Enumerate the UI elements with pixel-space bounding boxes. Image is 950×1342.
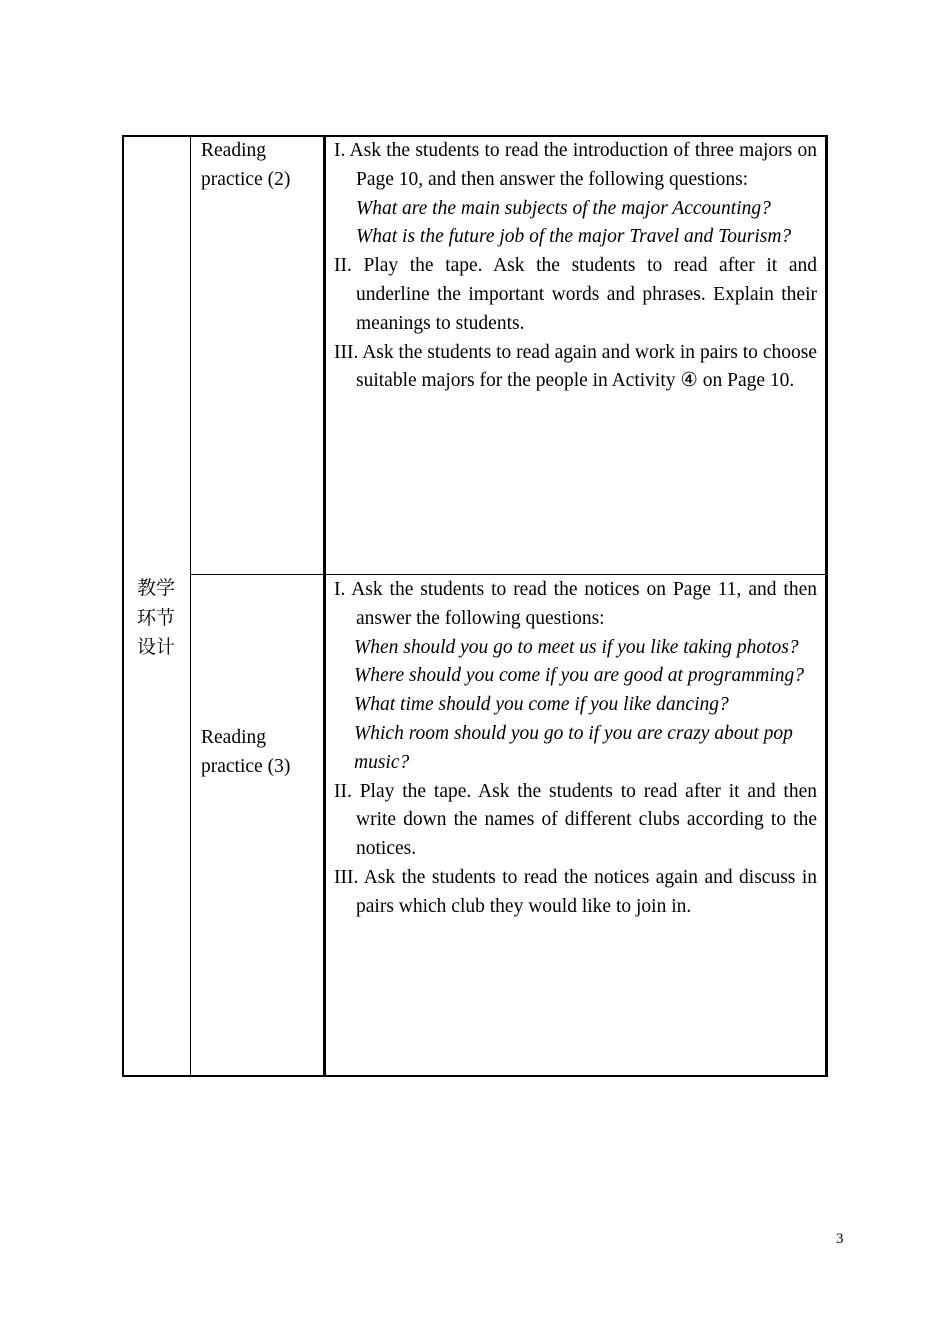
row-2-question-4: Which room should you go to if you are crazy about pop music? [354,722,793,773]
row-divider [190,574,828,575]
row-2-step-3: III. Ask the students to read the notices again and discuss in pairs which club they would like to join in. [334,866,817,917]
table-border-left [122,135,124,1077]
row-2-content [334,576,817,922]
row-1-step-2: II. Play the tape. Ask the students to read after it and underline the important words and phrases. Explain their meanings to students. [334,255,817,334]
row-2-question-3: What time should you come if you like dancing? [354,694,729,716]
column-divider-1 [190,135,191,1077]
row-1-label: Reading practice (2) [201,140,291,190]
row-1-question-2: What is the future job of the major Travel and Tourism? [356,226,792,248]
row-2-step-1: I. Ask the students to read the notices on Page 11, and then answer the following questions: [334,579,817,629]
table-border-bottom [122,1075,828,1077]
row-1-step-1: I. Ask the students to read the introduction of three majors on Page 10, and then answer the following questions: [334,140,817,190]
section-label: 教学环节设计 [137,578,176,658]
row-2-question-1: When should you go to meet us if you like taking photos? [354,636,799,658]
row-2-step-2: II. Play the tape. Ask the students to read after it and then write down the names of different clubs according to the notices. [334,780,817,860]
column-divider-2 [323,135,326,1077]
row-1-step-3: III. Ask the students to read again and work in pairs to choose suitable majors for the people in Activity ④ on Page 10. [334,341,817,392]
row-2-label: Reading practice (3) [201,727,291,777]
row-1-content [334,137,817,396]
row-2-question-2: Where should you come if you are good at programming? [354,665,805,687]
row-1-question-1: What are the main subjects of the major Accounting? [356,197,771,219]
table-border-right [825,135,828,1077]
page-number: 3 [836,1231,844,1247]
